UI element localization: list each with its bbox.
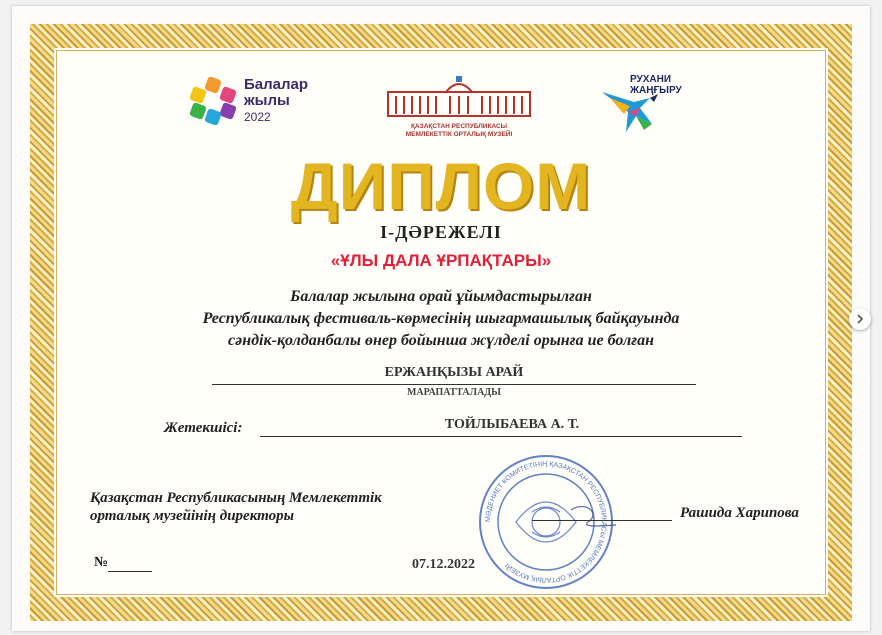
supervisor-label: Жетекшісі: [164, 420, 243, 436]
supervisor-name: ТОЙЛЫБАЕВА А. Т. [444, 417, 580, 432]
museum-caption-1: ҚАЗАҚСТАН РЕСПУБЛИКАСЫ [410, 123, 508, 130]
body-line-2: Республикалық фестиваль-көрмесінің шығармашылық байқауында [202, 310, 680, 327]
ruhani-line2: ЖАҢҒЫРУ [630, 85, 682, 96]
next-image-button[interactable] [849, 308, 871, 330]
director-title [90, 489, 382, 525]
certificate-title: ДИПЛОМ [290, 149, 592, 223]
number-underline [108, 571, 152, 572]
ruhani-line1: РУХАНИ [630, 74, 672, 85]
ruhani-logo [600, 68, 700, 138]
balalar-line2: жылы [244, 92, 290, 109]
balalar-logo [188, 76, 308, 126]
museum-logo [374, 74, 544, 139]
museum-building-icon [384, 74, 534, 118]
signatory-name: Рашида Харипова [680, 505, 799, 521]
balalar-year: 2022 [244, 110, 271, 124]
supervisor-underline [260, 436, 742, 437]
stamp-ring-text: МӘДЕНИЕТ КОМИТЕТІНІҢ ҚАЗАҚСТАН РЕСПУБЛИКАСЫ МЕМЛЕКЕТТІК ОРТАЛЫҚ МУЗЕЙІ [484, 460, 608, 584]
balalar-flower-icon [188, 76, 238, 126]
body-line-3: сәндік-қолданбалы өнер бойынша жүлделі орынға ие болған [228, 332, 654, 349]
awarded-text: МАРАПАТТАЛАДЫ [406, 387, 502, 398]
director-line-1: Қазақстан Республикасының Мемлекеттік [90, 490, 382, 506]
issue-date: 07.12.2022 [412, 557, 475, 572]
official-stamp [476, 452, 616, 592]
chevron-right-icon [856, 314, 864, 324]
competition-name: «ҰЛЫ ДАЛА ҰРПАҚТАРЫ» [330, 251, 552, 270]
signature-line [532, 520, 672, 521]
certificate-degree: I-ДӘРЕЖЕЛІ [380, 222, 502, 242]
body-line-1: Балалар жылына орай ұйымдастырылған [290, 288, 592, 305]
winner-name: ЕРЖАНҚЫЗЫ АРАЙ [384, 365, 524, 380]
director-line-2: орталық музейінің директоры [90, 508, 294, 524]
winner-underline [212, 384, 696, 385]
balalar-line1: Балалар [244, 76, 309, 93]
museum-caption-2: МЕМЛЕКЕТТІК ОРТАЛЫҚ МУЗЕЙІ [405, 131, 513, 138]
number-label: № [94, 555, 109, 570]
certificate-image [12, 6, 870, 631]
